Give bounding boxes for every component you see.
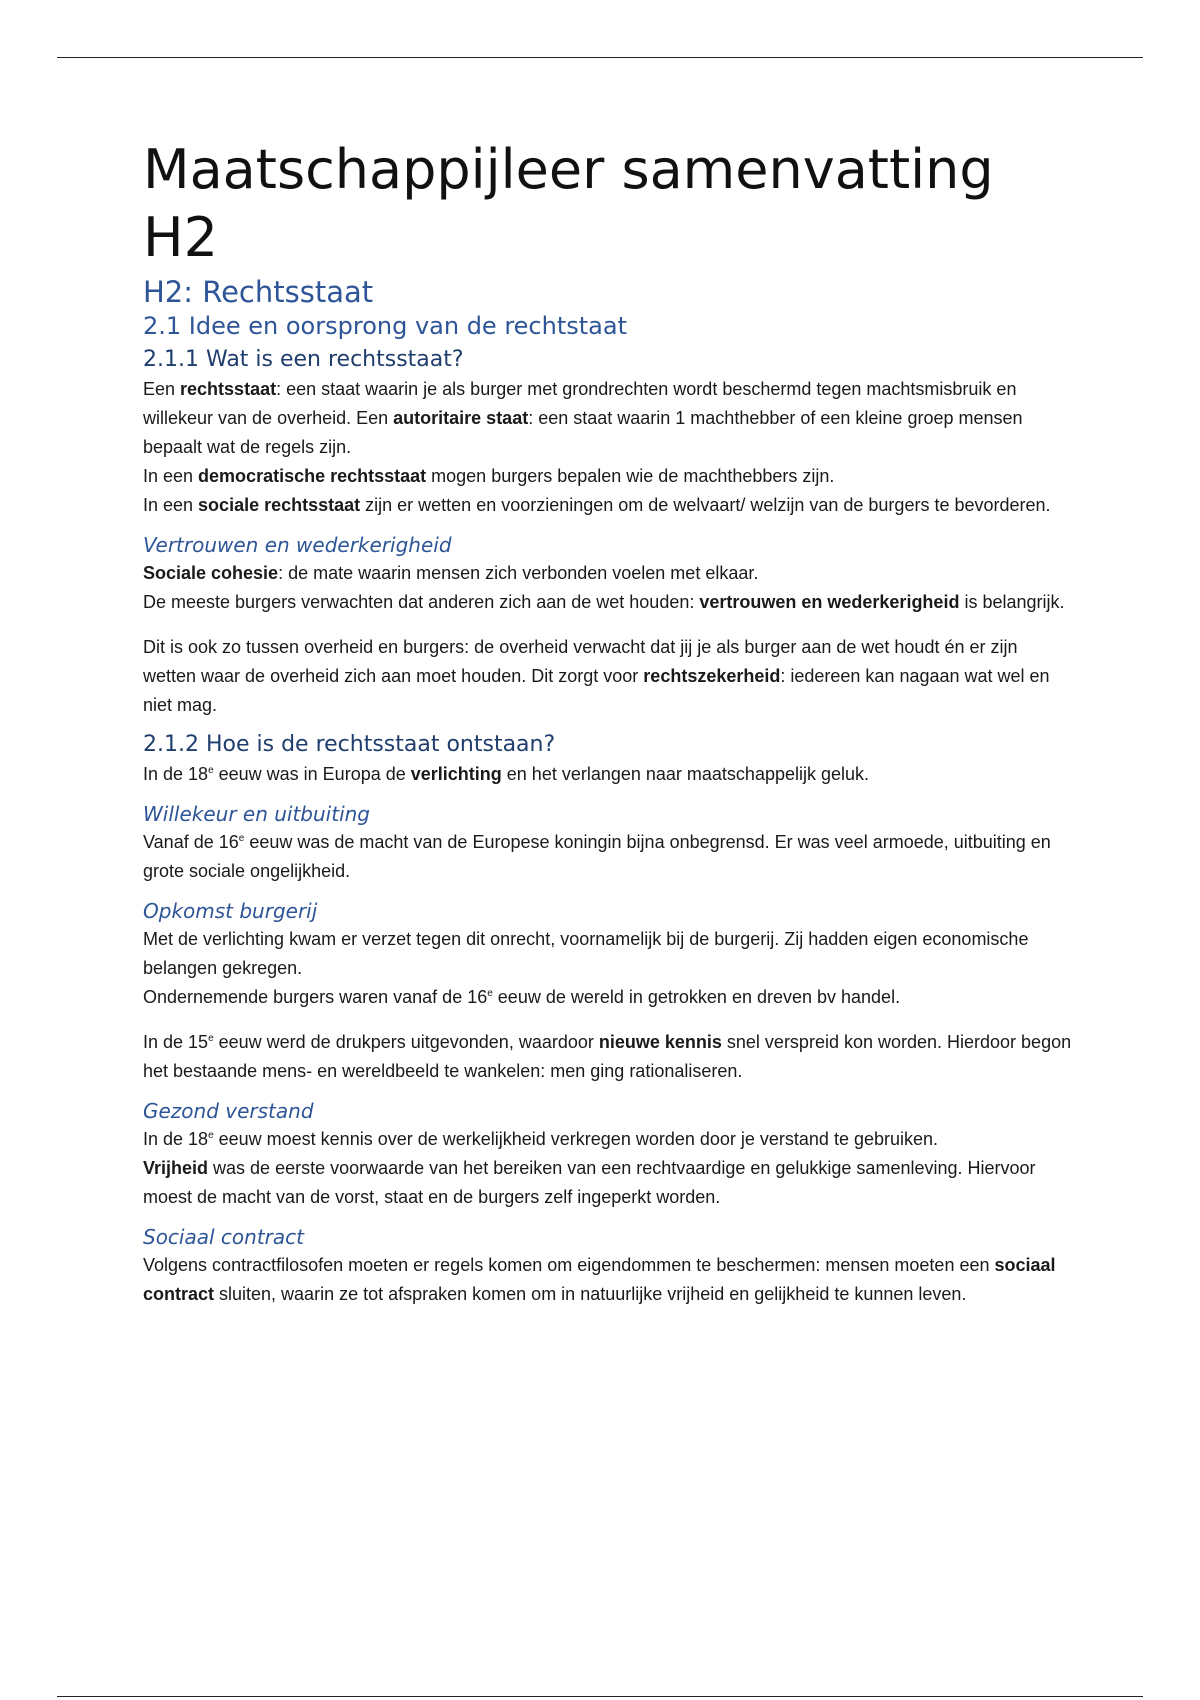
document-page <box>143 136 1073 1309</box>
topic-heading-sociaal: Sociaal contract <box>143 1225 304 1249</box>
paragraph: In de 18e eeuw was in Europa de verlichting en het verlangen naar maatschappelijk geluk. <box>143 764 870 784</box>
paragraph: Vanaf de 16e eeuw was de macht van de Europese koningin bijna onbegrensd. Er was veel armoede, uitbuiting en grote sociale ongelijkheid. <box>143 832 1051 881</box>
topic-heading-vertrouwen: Vertrouwen en wederkerigheid <box>143 533 452 557</box>
subsection-heading-2-1-2: 2.1.2 Hoe is de rechtsstaat ontstaan? <box>143 732 556 757</box>
paragraph: In de 15e eeuw werd de drukpers uitgevonden, waardoor nieuwe kennis snel verspreid kon worden. Hierdoor begon het bestaande mens- en wereldbeeld te wankelen: men ging rationaliseren. <box>143 1032 1072 1081</box>
paragraph: In een democratische rechtsstaat mogen burgers bepalen wie de machthebbers zijn. <box>143 466 835 486</box>
paragraph: Een rechtsstaat: een staat waarin je als burger met grondrechten wordt beschermd tegen machtsmisbruik en willekeur van de overheid. Een autoritaire staat: een staat waarin 1 machthebber of een kleine groep mensen bepaalt wat de regels zijn. <box>143 379 1023 457</box>
top-rule <box>57 57 1143 58</box>
paragraph: Ondernemende burgers waren vanaf de 16e eeuw de wereld in getrokken en dreven bv handel. <box>143 987 901 1007</box>
chapter-heading: H2: Rechtsstaat <box>143 275 374 309</box>
topic-heading-gezond: Gezond verstand <box>143 1099 314 1123</box>
paragraph: In de 18e eeuw moest kennis over de werkelijkheid verkregen worden door je verstand te gebruiken. <box>143 1129 939 1149</box>
section-heading-2-1: 2.1 Idee en oorsprong van de rechtstaat <box>143 312 627 340</box>
paragraph: Sociale cohesie: de mate waarin mensen zich verbonden voelen met elkaar. <box>143 563 759 583</box>
subsection-heading-2-1-1: 2.1.1 Wat is een rechtsstaat? <box>143 347 464 372</box>
bottom-rule <box>57 1696 1143 1697</box>
topic-heading-opkomst: Opkomst burgerij <box>143 899 318 923</box>
paragraph: Met de verlichting kwam er verzet tegen dit onrecht, voornamelijk bij de burgerij. Zij hadden eigen economische belangen gekregen. <box>143 929 1029 978</box>
document-title: Maatschappijleer samenvatting H2 <box>143 138 994 269</box>
paragraph: Volgens contractfilosofen moeten er regels komen om eigendommen te beschermen: mensen moeten een sociaal contract sluiten, waarin ze tot afspraken komen om in natuurlijke vrijheid en gelijkheid te kunnen leven. <box>143 1255 1056 1304</box>
paragraph: Dit is ook zo tussen overheid en burgers: de overheid verwacht dat jij je als burger aan de wet houdt én er zijn wetten waar de overheid zich aan moet houden. Dit zorgt voor rechtszekerheid: iedereen kan nagaan wat wel en niet mag. <box>143 637 1050 715</box>
paragraph: In een sociale rechtsstaat zijn er wetten en voorzieningen om de welvaart/ welzijn van de burgers te bevorderen. <box>143 495 1051 515</box>
topic-heading-willekeur: Willekeur en uitbuiting <box>143 802 371 826</box>
paragraph: De meeste burgers verwachten dat anderen zich aan de wet houden: vertrouwen en wederkerigheid is belangrijk. <box>143 592 1065 612</box>
paragraph: Vrijheid was de eerste voorwaarde van het bereiken van een rechtvaardige en gelukkige samenleving. Hiervoor moest de macht van de vorst, staat en de burgers zelf ingeperkt worden. <box>143 1158 1036 1207</box>
